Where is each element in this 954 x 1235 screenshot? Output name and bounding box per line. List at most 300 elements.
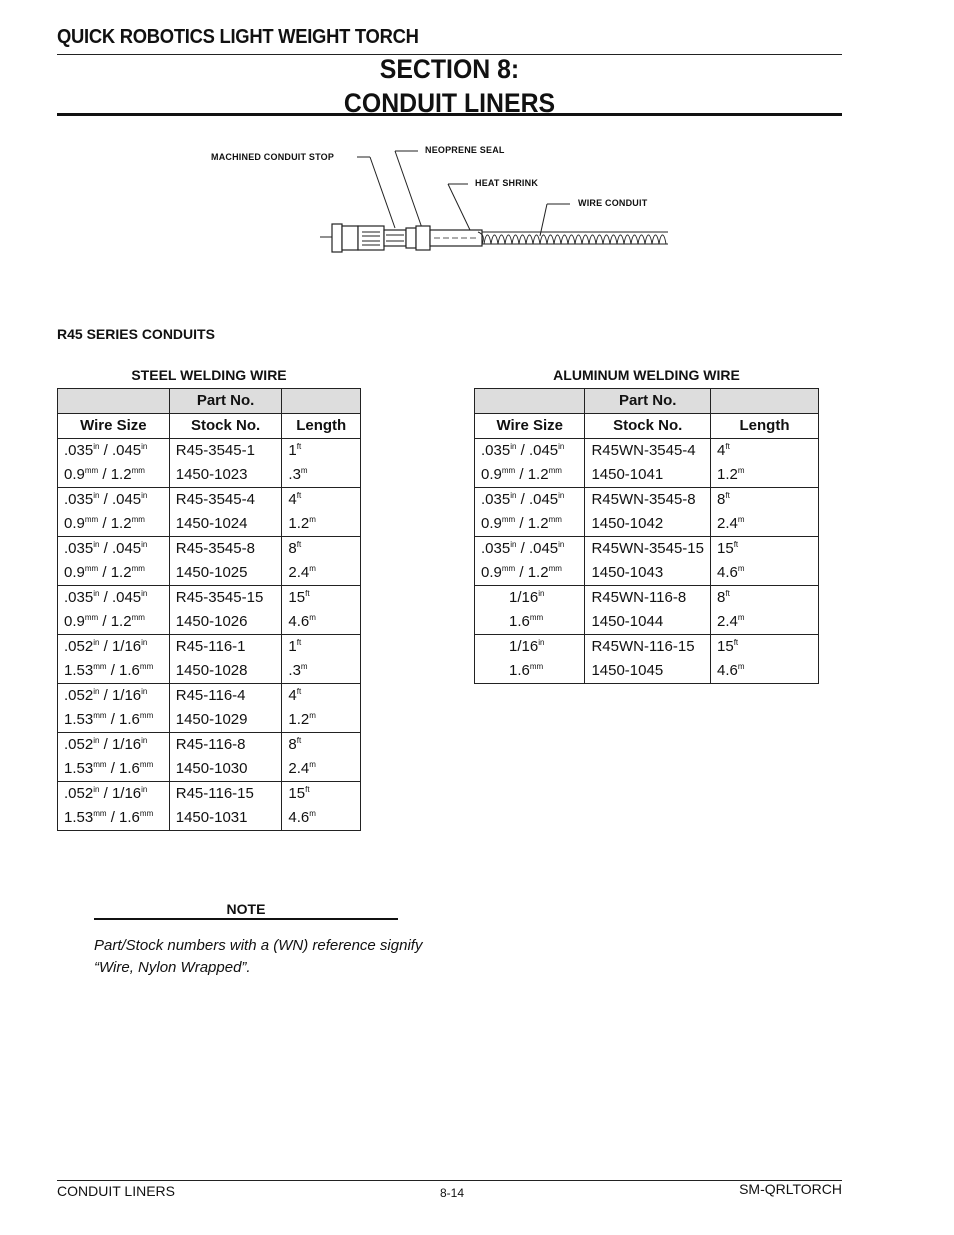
unit-superscript: mm: [548, 515, 562, 524]
unit-superscript: mm: [84, 466, 99, 475]
wire-size-cell: [58, 439, 170, 488]
footer-rule: [57, 1180, 842, 1181]
section-title-line1: SECTION 8:: [379, 54, 520, 84]
unit-superscript: mm: [139, 662, 154, 671]
unit-superscript: in: [93, 442, 100, 451]
size-mm-b: 1.2: [527, 515, 549, 532]
unit-superscript: ft: [296, 491, 302, 500]
wire-size-mm: $0.9^{mm} / 1.2^{mm}$: [481, 515, 562, 532]
size-in-b: .045: [528, 442, 559, 459]
length-cell: [282, 684, 361, 733]
part-number: R45-3545-1: [175, 442, 255, 459]
unit-superscript: m: [737, 515, 745, 524]
unit-superscript: in: [93, 491, 100, 500]
table-row: [475, 586, 819, 635]
length-m: [717, 610, 812, 634]
wire-size-cell: [475, 586, 585, 635]
unit-superscript: in: [93, 589, 100, 598]
length-cell: [711, 537, 819, 586]
unit-superscript: in: [93, 638, 100, 647]
size-in-a: 1/16: [509, 589, 539, 606]
size-in-a: .035: [481, 540, 511, 557]
size-mm-b: 1.6: [119, 711, 140, 728]
wire-size-cell: [58, 586, 170, 635]
section-title: [88, 52, 810, 120]
size-mm-b: 1.6: [119, 760, 140, 777]
unit-superscript: m: [309, 809, 316, 818]
length-ft: [288, 782, 354, 806]
header-length: Length: [711, 414, 819, 439]
conduit-diagram: [200, 140, 680, 260]
page-number: 8-14: [439, 1186, 465, 1200]
unit-superscript: mm: [84, 515, 99, 524]
unit-superscript: mm: [93, 711, 107, 720]
unit-superscript: m: [737, 564, 745, 573]
part-number: R45WN-3545-4: [591, 442, 696, 459]
unit-superscript: mm: [84, 564, 99, 573]
length-cell: [711, 439, 819, 488]
table-row: [475, 635, 819, 684]
length-ft-value: 1: [288, 442, 297, 459]
part-stock-cell: [169, 684, 282, 733]
wire-size-cell: [475, 488, 585, 537]
unit-superscript: mm: [131, 613, 145, 622]
stock-number: 1450-1042: [591, 515, 664, 532]
length-cell: [711, 586, 819, 635]
size-mm-a: 0.9: [481, 466, 502, 483]
part-stock-cell: [585, 537, 711, 586]
unit-superscript: in: [558, 540, 565, 549]
length-cell: [282, 586, 361, 635]
size-mm-a: 1.53: [64, 711, 94, 728]
size-in-a: .035: [481, 491, 511, 508]
wire-size-in: $.052^{in} / 1/16^{in}$: [64, 687, 148, 704]
size-mm-b: 1.6: [119, 662, 140, 679]
wire-size-cell: [58, 684, 170, 733]
unit-superscript: in: [510, 540, 517, 549]
unit-superscript: ft: [725, 491, 730, 500]
unit-superscript: mm: [501, 515, 516, 524]
length-ft: [288, 684, 354, 708]
wire-size-mm: $1.53^{mm} / 1.6^{mm}$: [64, 662, 154, 679]
table-row: [58, 684, 361, 733]
wire-size-mm: $1.53^{mm} / 1.6^{mm}$: [64, 809, 154, 826]
size-mm-a: 1.53: [64, 760, 94, 777]
stock-number: 1450-1026: [175, 613, 248, 630]
size-mm-a: 0.9: [481, 515, 502, 532]
unit-superscript: m: [737, 466, 745, 475]
unit-superscript: ft: [725, 589, 730, 598]
length-m-value: 2.4: [288, 564, 310, 581]
unit-superscript: in: [558, 442, 565, 451]
wire-size-in: $.035^{in} / .045^{in}$: [64, 491, 148, 508]
size-in-a: .052: [64, 736, 94, 753]
size-in-a: .052: [64, 638, 94, 655]
unit-superscript: ft: [296, 736, 302, 745]
steel-table: [57, 388, 361, 831]
size-in-a: .035: [64, 491, 94, 508]
stock-number: 1450-1031: [175, 809, 248, 826]
length-ft: [717, 586, 812, 610]
size-in-a: 1/16: [509, 638, 539, 655]
wire-size-cell: [58, 635, 170, 684]
table-header-top: [475, 389, 819, 414]
wire-size-in: $.035^{in} / .045^{in}$: [481, 491, 565, 508]
unit-superscript: mm: [131, 564, 145, 573]
unit-superscript: in: [558, 491, 565, 500]
unit-superscript: m: [737, 613, 745, 622]
length-cell: [282, 733, 361, 782]
length-ft: [288, 439, 354, 463]
wire-size-mm: $0.9^{mm} / 1.2^{mm}$: [64, 564, 145, 581]
size-in-b: 1/16: [111, 736, 142, 753]
aluminum-table-caption: ALUMINUM WELDING WIRE: [553, 367, 740, 383]
size-in-b: .045: [528, 491, 559, 508]
wire-size-cell: [475, 635, 585, 684]
length-cell: [282, 635, 361, 684]
wire-size-cell: [58, 537, 170, 586]
wire-size-in: [509, 635, 578, 659]
unit-superscript: in: [141, 736, 148, 745]
length-m-value: 1.2: [288, 711, 310, 728]
length-ft: [288, 537, 354, 561]
stock-number: 1450-1028: [175, 662, 248, 679]
table-header-top: [58, 389, 361, 414]
section-rule: [57, 113, 842, 116]
length-m: [288, 463, 354, 487]
part-stock-cell: [169, 733, 282, 782]
unit-superscript: in: [538, 589, 545, 598]
wire-size-cell: [58, 733, 170, 782]
length-m: [288, 806, 354, 830]
unit-superscript: mm: [529, 613, 544, 622]
wire-size-cell: [475, 537, 585, 586]
length-m-value: 4.6: [717, 564, 738, 581]
length-cell: [282, 782, 361, 831]
length-m: [717, 561, 812, 585]
length-m-value: .3: [288, 466, 301, 483]
size-mm-a: 0.9: [64, 564, 85, 581]
length-m: [288, 512, 354, 536]
unit-superscript: ft: [296, 687, 302, 696]
unit-superscript: mm: [93, 809, 107, 818]
unit-superscript: in: [93, 687, 100, 696]
unit-superscript: m: [309, 760, 316, 769]
table-row: [475, 439, 819, 488]
part-stock-cell: [169, 635, 282, 684]
header-cell: [711, 389, 819, 414]
table-row: [58, 782, 361, 831]
length-ft: [288, 733, 354, 757]
wire-size-in: $.035^{in} / .045^{in}$: [481, 442, 565, 459]
unit-superscript: in: [93, 736, 100, 745]
unit-superscript: in: [141, 589, 148, 598]
unit-superscript: m: [300, 662, 308, 671]
header-stock-no: Stock No.: [585, 414, 711, 439]
size-mm-a: 1.53: [64, 809, 94, 826]
length-ft-value: 15: [288, 589, 306, 606]
unit-superscript: m: [309, 564, 316, 573]
unit-superscript: ft: [305, 785, 310, 794]
wire-size-in: $.035^{in} / .045^{in}$: [64, 589, 148, 606]
size-mm-b: 1.6: [119, 809, 140, 826]
part-number: R45WN-3545-8: [591, 491, 696, 508]
size-mm-a: 1.6: [509, 662, 530, 679]
wire-size-in: $.035^{in} / .045^{in}$: [481, 540, 565, 557]
size-in-a: .052: [64, 785, 94, 802]
unit-superscript: ft: [733, 638, 739, 647]
unit-superscript: ft: [725, 442, 730, 451]
length-ft-value: 1: [288, 638, 297, 655]
wire-size-cell: [58, 488, 170, 537]
wire-size-in: $.052^{in} / 1/16^{in}$: [64, 736, 148, 753]
header-cell: [282, 389, 361, 414]
part-stock-cell: [585, 635, 711, 684]
unit-superscript: mm: [131, 515, 145, 524]
length-ft-value: 15: [288, 785, 306, 802]
unit-superscript: mm: [548, 466, 562, 475]
size-in-a: .035: [481, 442, 511, 459]
series-heading: R45 SERIES CONDUITS: [57, 326, 215, 342]
aluminum-table: [474, 388, 819, 684]
length-m-value: 2.4: [717, 515, 738, 532]
table-row: [58, 586, 361, 635]
wire-size-in: [509, 586, 578, 610]
header-part-no: Part No.: [169, 389, 282, 414]
length-m-value: 1.2: [288, 515, 310, 532]
wire-size-mm: $0.9^{mm} / 1.2^{mm}$: [64, 613, 145, 630]
unit-superscript: ft: [305, 589, 310, 598]
part-number: R45WN-116-8: [591, 589, 687, 606]
unit-superscript: mm: [93, 662, 107, 671]
label-machined-conduit-stop: MACHINED CONDUIT STOP: [211, 152, 335, 162]
length-ft: [288, 635, 354, 659]
note-text: [94, 935, 424, 979]
length-cell: [711, 488, 819, 537]
size-mm-b: 1.2: [527, 564, 549, 581]
size-in-b: .045: [111, 491, 142, 508]
unit-superscript: mm: [529, 662, 544, 671]
note-line1: Part/Stock numbers with a (WN) reference signify: [94, 937, 423, 954]
unit-superscript: in: [510, 442, 517, 451]
document-title: QUICK ROBOTICS LIGHT WEIGHT TORCH: [57, 26, 419, 48]
stock-number: 1450-1024: [175, 515, 248, 532]
stock-number: 1450-1041: [591, 466, 664, 483]
wire-size-in: $.052^{in} / 1/16^{in}$: [64, 785, 148, 802]
unit-superscript: ft: [733, 540, 739, 549]
unit-superscript: ft: [296, 638, 302, 647]
unit-superscript: in: [141, 687, 148, 696]
size-in-a: .035: [64, 442, 94, 459]
length-ft-value: 8: [717, 491, 726, 508]
wire-size-in: $.035^{in} / .045^{in}$: [64, 540, 148, 557]
unit-superscript: mm: [501, 466, 516, 475]
stock-number: 1450-1023: [175, 466, 248, 483]
footer-section: CONDUIT LINERS: [57, 1183, 175, 1199]
size-mm-a: 0.9: [64, 613, 85, 630]
part-number: R45-116-8: [175, 736, 246, 753]
stock-number: 1450-1030: [175, 760, 248, 777]
length-ft-value: 8: [288, 540, 297, 557]
unit-superscript: in: [510, 491, 517, 500]
length-m: [288, 708, 354, 732]
wire-size-mm: $0.9^{mm} / 1.2^{mm}$: [64, 466, 145, 483]
unit-superscript: in: [141, 442, 148, 451]
length-ft-value: 8: [288, 736, 297, 753]
header-cell: [475, 389, 585, 414]
part-number: R45-3545-15: [175, 589, 264, 606]
unit-superscript: m: [309, 515, 316, 524]
wire-size-mm: [509, 659, 578, 683]
size-mm-a: 1.53: [64, 662, 94, 679]
stock-number: 1450-1025: [175, 564, 248, 581]
wire-size-mm: $0.9^{mm} / 1.2^{mm}$: [64, 515, 145, 532]
unit-superscript: ft: [296, 442, 302, 451]
part-stock-cell: [169, 782, 282, 831]
part-number: R45-116-15: [175, 785, 254, 802]
table-header: [58, 414, 361, 439]
unit-superscript: mm: [139, 711, 154, 720]
length-m-value: 4.6: [288, 613, 310, 630]
part-stock-cell: [169, 488, 282, 537]
table-row: [58, 439, 361, 488]
unit-superscript: in: [93, 785, 100, 794]
size-in-a: .052: [64, 687, 94, 704]
length-m-value: 2.4: [288, 760, 310, 777]
size-mm-b: 1.2: [110, 613, 132, 630]
label-neoprene-seal: NEOPRENE SEAL: [425, 145, 505, 155]
unit-superscript: in: [141, 540, 148, 549]
unit-superscript: mm: [139, 760, 154, 769]
unit-superscript: m: [309, 613, 316, 622]
part-stock-cell: [169, 439, 282, 488]
size-in-b: 1/16: [111, 638, 142, 655]
length-ft-value: 4: [717, 442, 726, 459]
length-cell: [282, 537, 361, 586]
stock-number: 1450-1029: [175, 711, 248, 728]
size-in-b: 1/16: [111, 785, 142, 802]
header-wire-size: Wire Size: [475, 414, 585, 439]
wire-size-mm: $1.53^{mm} / 1.6^{mm}$: [64, 760, 154, 777]
header-cell: [58, 389, 170, 414]
length-ft: [288, 586, 354, 610]
table-row: [475, 537, 819, 586]
size-in-b: 1/16: [111, 687, 142, 704]
size-mm-b: 1.2: [110, 564, 132, 581]
table-row: [58, 488, 361, 537]
unit-superscript: mm: [84, 613, 99, 622]
label-wire-conduit: WIRE CONDUIT: [578, 198, 648, 208]
length-m: [288, 610, 354, 634]
length-m-value: 4.6: [717, 662, 738, 679]
size-in-b: .045: [111, 589, 142, 606]
part-stock-cell: [169, 586, 282, 635]
table-row: [58, 537, 361, 586]
length-ft-value: 4: [288, 491, 297, 508]
note-heading: NOTE: [226, 901, 266, 917]
unit-superscript: mm: [93, 760, 107, 769]
size-mm-a: 0.9: [481, 564, 502, 581]
length-m: [288, 757, 354, 781]
part-number: R45-3545-4: [175, 491, 255, 508]
part-number: R45-3545-8: [175, 540, 255, 557]
stock-number: 1450-1044: [591, 613, 664, 630]
table-row: [475, 488, 819, 537]
wire-size-in: $.052^{in} / 1/16^{in}$: [64, 638, 148, 655]
part-number: R45-116-4: [175, 687, 246, 704]
unit-superscript: in: [141, 491, 148, 500]
header-stock-no: Stock No.: [169, 414, 282, 439]
length-cell: [282, 488, 361, 537]
length-m: [717, 659, 812, 683]
size-in-a: .035: [64, 540, 94, 557]
wire-size-mm: $1.53^{mm} / 1.6^{mm}$: [64, 711, 154, 728]
size-in-b: .045: [528, 540, 559, 557]
steel-table-caption: STEEL WELDING WIRE: [131, 367, 287, 383]
length-ft: [717, 488, 812, 512]
size-mm-b: 1.2: [110, 466, 132, 483]
length-ft-value: 15: [717, 638, 734, 655]
table-header: [475, 414, 819, 439]
unit-superscript: mm: [131, 466, 145, 475]
part-number: R45WN-116-15: [591, 638, 695, 655]
length-ft: [717, 439, 812, 463]
wire-size-mm: $0.9^{mm} / 1.2^{mm}$: [481, 466, 562, 483]
unit-superscript: ft: [296, 540, 302, 549]
unit-superscript: in: [141, 785, 148, 794]
wire-size-mm: [509, 610, 578, 634]
unit-superscript: m: [300, 466, 308, 475]
header-length: Length: [282, 414, 361, 439]
size-mm-b: 1.2: [110, 515, 132, 532]
table-row: [58, 733, 361, 782]
length-ft: [288, 488, 354, 512]
length-m-value: .3: [288, 662, 301, 679]
size-in-a: .035: [64, 589, 94, 606]
length-cell: [711, 635, 819, 684]
part-number: R45-116-1: [175, 638, 246, 655]
length-ft-value: 4: [288, 687, 297, 704]
footer-doc-id: SM-QRLTORCH: [739, 1181, 842, 1197]
unit-superscript: m: [737, 662, 745, 671]
length-m: [717, 463, 812, 487]
length-m: [288, 659, 354, 683]
stock-number: 1450-1043: [591, 564, 664, 581]
part-stock-cell: [585, 586, 711, 635]
length-m: [717, 512, 812, 536]
table-row: [58, 635, 361, 684]
unit-superscript: in: [538, 638, 545, 647]
size-in-b: .045: [111, 540, 142, 557]
stock-number: 1450-1045: [591, 662, 664, 679]
unit-superscript: mm: [501, 564, 516, 573]
length-m-value: 4.6: [288, 809, 310, 826]
size-mm-b: 1.2: [527, 466, 549, 483]
section-title-line2: CONDUIT LINERS: [343, 88, 556, 118]
size-in-b: .045: [111, 442, 142, 459]
unit-superscript: in: [93, 540, 100, 549]
length-cell: [282, 439, 361, 488]
part-number: R45WN-3545-15: [591, 540, 704, 557]
unit-superscript: mm: [548, 564, 562, 573]
length-m: [288, 561, 354, 585]
size-mm-a: 0.9: [64, 466, 85, 483]
header-wire-size: Wire Size: [58, 414, 170, 439]
length-ft-value: 8: [717, 589, 726, 606]
length-ft: [717, 537, 812, 561]
size-mm-a: 0.9: [64, 515, 85, 532]
wire-size-in: $.035^{in} / .045^{in}$: [64, 442, 148, 459]
